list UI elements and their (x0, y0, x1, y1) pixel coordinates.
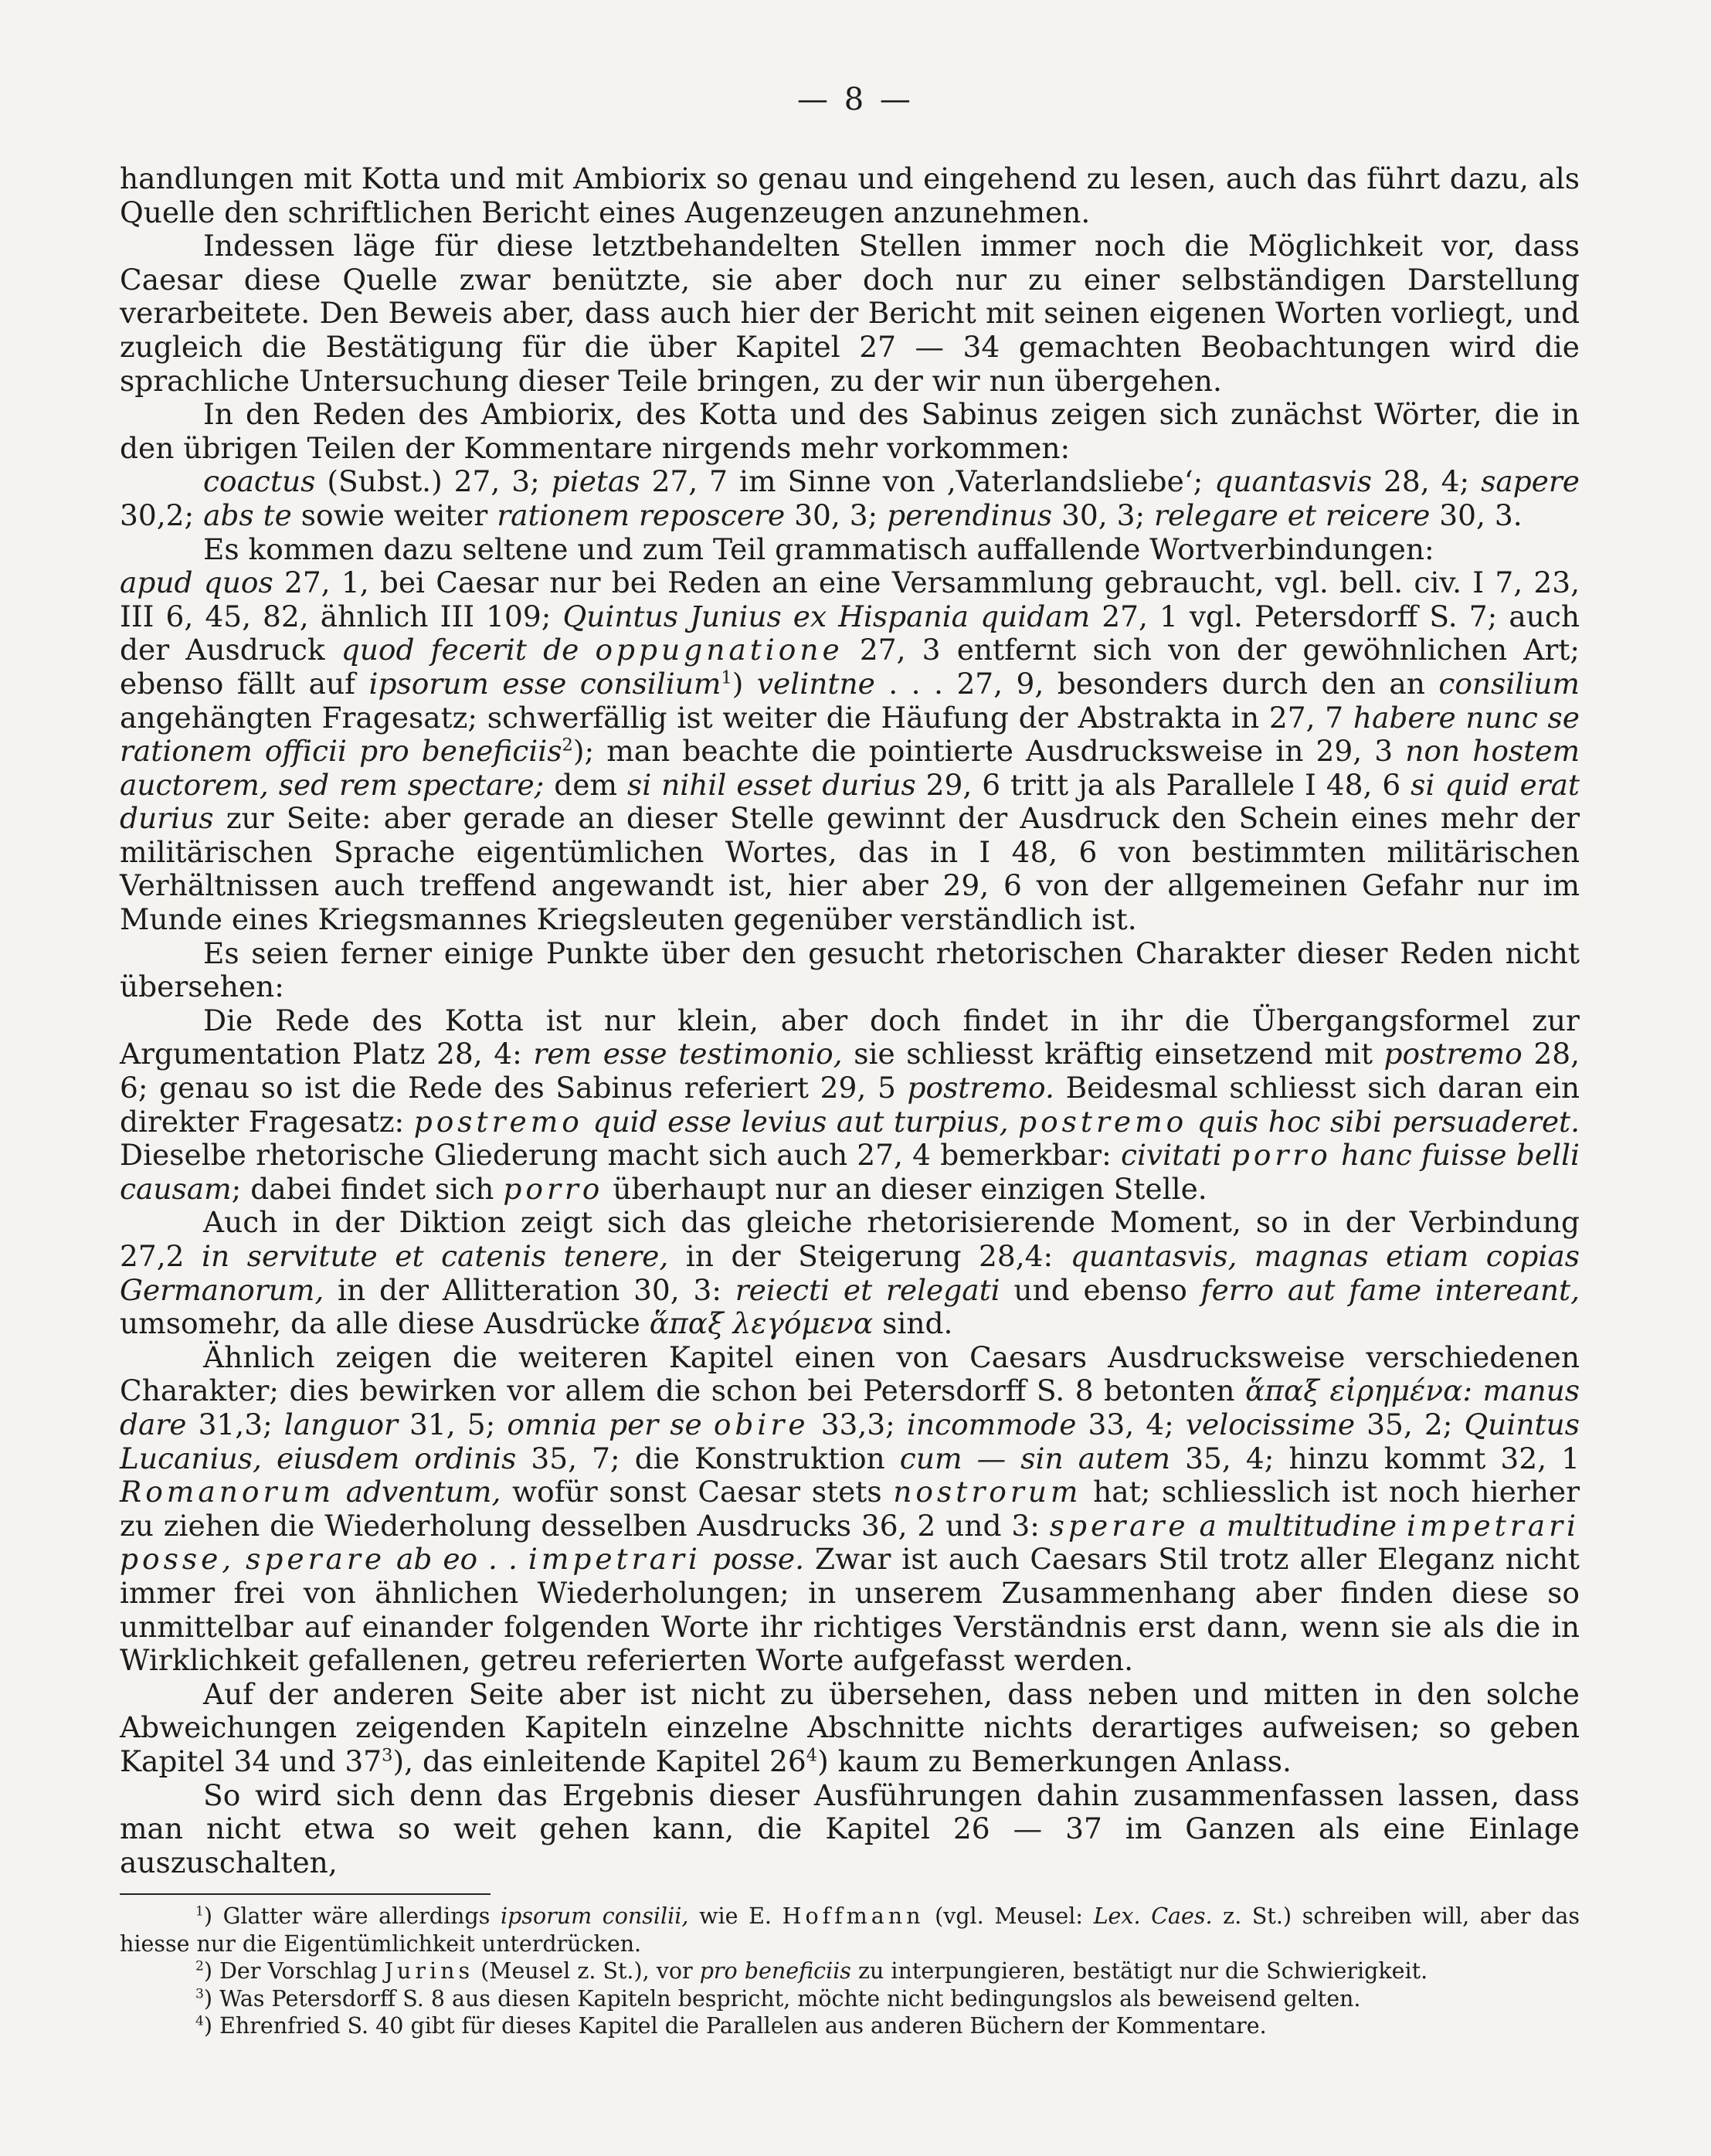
footnote (120, 1903, 1580, 1957)
italic-text: non hostem auctorem, sed rem spectare; (120, 734, 1580, 802)
footnote-marker: 1 (195, 1903, 204, 1920)
italic-text: civitati (1120, 1138, 1231, 1173)
spaced-italic-text: impetrari (528, 1542, 701, 1577)
italic-text: hanc fuisse belli causam (120, 1138, 1580, 1206)
paragraph (120, 398, 1580, 465)
text-run: Beidesmal schliesst sich daran ein direkter Fragesatz: (120, 1071, 1580, 1139)
italic-text: postremo (1383, 1037, 1523, 1071)
text-run: Zwar ist auch Caesars Stil trotz aller Eleganz nicht immer frei von ähnlichen Wiederholungen; in unserem Zusammenhang aber finden diese so unmittelbar auf einander folgenden Worte ihr richtiges Verständnis erst dann, wenn sie als die in Wirklichkeit gefallenen, getreu referierten Worte aufgefasst werden. (120, 1542, 1580, 1678)
footnote-marker: 3 (382, 1745, 393, 1766)
italic-text: habere nunc se rationem officii pro beneficiis (120, 700, 1580, 769)
italic-text: Lex. Caes. (1093, 1903, 1213, 1929)
text-run: ) Glatter wäre allerdings (203, 1903, 501, 1929)
spaced-italic-text: postremo (1018, 1104, 1188, 1139)
text-run: sind. (873, 1306, 953, 1341)
italic-text: pietas (551, 464, 640, 499)
spaced-italic-text: oppugnatione (595, 633, 844, 667)
text-run: Indessen läge für diese letztbehandelten Stellen immer noch die Möglichkeit vor, dass Caesar diese Quelle zwar benützte, sie aber doch nur zu einer selbständigen Darstellung verarbeitete. Den Beweis aber, dass auch hier der Bericht mit seinen eigenen Worten vorliegt, und zugleich die Bestätigung für die über Kapitel 27 — 34 gemachten Beobachtungen wird die sprachliche Untersuchung dieser Teile bringen, zu der wir nun übergehen. (120, 229, 1580, 398)
text-run: ) Der Vorschlag (203, 1958, 385, 1984)
italic-text: reiecti et relegati (735, 1272, 1000, 1307)
italic-text: Quintus Junius ex Hispania quidam (562, 599, 1091, 633)
text-run: Dieselbe rhetorische Gliederung macht sich auch 27, 4 bemerkbar: (120, 1138, 1121, 1173)
paragraph (120, 1341, 1580, 1678)
text-run: 30,2; (120, 497, 204, 532)
paragraph (120, 162, 1580, 229)
spaced-name: Hoffmann (782, 1903, 925, 1929)
text-run: Auch in der Diktion zeigt sich das gleiche rhetorisierende Moment, so in der Verbindung 27,2 (120, 1205, 1580, 1273)
text-run: 30, 3; (1052, 497, 1155, 532)
text-run: dem (544, 767, 627, 802)
text-run: 28, 4; (1372, 464, 1482, 499)
italic-text: abs te (203, 497, 292, 532)
body-text (120, 162, 1580, 1879)
text-run: Auf der anderen Seite aber ist nicht zu übersehen, dass neben und mitten in den solche Abweichungen zeigenden Kapiteln einzelne Abschnitte nichts derartiges aufweisen; so geben Kapitel 34 und 37 (120, 1676, 1580, 1778)
text-run: 33,3; (809, 1407, 907, 1441)
italic-text: posse. (701, 1542, 805, 1577)
paragraph (120, 566, 1580, 937)
italic-text: consilium (1438, 666, 1580, 701)
italic-text: incommode (906, 1407, 1077, 1441)
italic-text: Quintus Lucanius, eiusdem ordinis (120, 1407, 1580, 1475)
footnote (120, 2012, 1580, 2040)
paragraph (120, 1678, 1580, 1779)
italic-text: si nihil esset durius (626, 767, 916, 802)
footnotes (120, 1903, 1580, 2040)
italic-text: quid esse levius aut turpius, (592, 1104, 1009, 1139)
text-run: Ähnlich zeigen die weiteren Kapitel einen von Caesars Ausdrucksweise verschiedenen Charakter; dies bewirken vor allem die schon bei Petersdorff S. 8 betonten (120, 1339, 1580, 1408)
text-run: handlungen mit Kotta und mit Ambiorix so genau und eingehend zu lesen, auch das führt dazu, als Quelle den schriftlichen Bericht eines Augenzeugen anzunehmen. (120, 161, 1580, 229)
italic-text: postremo. (907, 1071, 1054, 1105)
text-run: überhaupt nur an dieser einzigen Stelle. (603, 1171, 1207, 1206)
italic-text: ἅπαξ λεγόμενα (649, 1306, 874, 1341)
italic-text: adventum, (334, 1475, 501, 1509)
italic-text: ipsorum consilii, (501, 1903, 689, 1929)
paragraph (120, 937, 1580, 1004)
text-run: umsomehr, da alle diese Ausdrücke (120, 1306, 650, 1341)
italic-text: coactus (203, 464, 316, 499)
text-run: Die Rede des Kotta ist nur klein, aber doch findet in ihr die Übergangsformel zur Argumentation Platz 28, 4: (120, 1003, 1580, 1071)
text-run: z. St.) schreiben will, aber das hiesse nur die Eigentümlichkeit unterdrücken. (120, 1903, 1580, 1957)
spaced-italic-text: sperare (246, 1542, 386, 1577)
text-run: 31,3; (186, 1407, 284, 1441)
text-run: in der Allitteration 30, 3: (324, 1272, 735, 1307)
text-run (583, 1105, 593, 1139)
text-run (1009, 1105, 1019, 1139)
italic-text: si quid erat durius (120, 767, 1580, 836)
italic-text: perendinus (887, 497, 1053, 532)
text-run: ), das einleitende Kapitel 26 (392, 1743, 806, 1778)
italic-text: ἅπαξ εἰρημένα: manus dare (120, 1373, 1580, 1441)
italic-text: languor (283, 1407, 398, 1441)
italic-text: quod fecerit de (341, 633, 596, 667)
text-run: 27, 7 im Sinne von ‚Vaterlandsliebe‘; (640, 464, 1215, 499)
text-run: (vgl. Meusel: (924, 1903, 1094, 1929)
spaced-italic-text: Romanorum (120, 1475, 335, 1509)
paragraph (120, 1004, 1580, 1207)
text-run: 29, 6 tritt ja als Parallele I 48, 6 (915, 767, 1411, 802)
spaced-italic-text: postremo (413, 1104, 583, 1139)
text-run: wofür sonst Caesar stets (501, 1475, 894, 1509)
italic-text: omnia per se (507, 1407, 714, 1441)
text-run: So wird sich denn das Ergebnis dieser Ausführungen dahin zusammenfassen lassen, dass man nicht etwa so weit gehen kann, die Kapitel 26 — 37 im Ganzen als eine Einlage auszuschalten, (120, 1777, 1580, 1879)
footnote (120, 1957, 1580, 1985)
italic-text: apud quos (120, 565, 273, 600)
footnote-marker: 4 (195, 2013, 204, 2029)
italic-text: a multitudine (1189, 1508, 1407, 1543)
spaced-italic-text: obire (713, 1407, 810, 1441)
footnote-marker: 3 (195, 1986, 204, 2002)
text-run: und ebenso (1000, 1272, 1201, 1307)
footnote-marker: 2 (195, 1958, 204, 1974)
text-run: ); man beachte die pointierte Ausdrucksweise in 29, 3 (572, 734, 1406, 769)
text-run: 28, 6; genau so ist die Rede des Sabinus referiert 29, 5 (120, 1037, 1580, 1105)
text-run: Es kommen dazu seltene und zum Teil grammatisch auffallende Wortverbindungen: (203, 531, 1434, 566)
text-run: wie E. (688, 1903, 783, 1929)
italic-text: quantasvis (1214, 464, 1373, 499)
paragraph (120, 229, 1580, 398)
text-run: 30, 3. (1430, 497, 1523, 532)
italic-text: pro beneficiis (699, 1958, 851, 1984)
italic-text: ab eo . . (385, 1542, 528, 1577)
italic-text: quantasvis, magnas etiam copias Germanorum, (120, 1239, 1580, 1307)
italic-text: relegare et reicere (1154, 497, 1431, 532)
text-run: ) Ehrenfried S. 40 gibt für dieses Kapitel die Parallelen aus anderen Büchern der Kommentare. (203, 2013, 1267, 2039)
text-run: ; dabei findet sich (231, 1171, 504, 1206)
spaced-italic-text: porro (1231, 1138, 1332, 1173)
text-run: (Subst.) 27, 3; (315, 464, 552, 499)
text-run: sowie weiter (291, 497, 497, 532)
text-run: . . . 27, 9, besonders durch den an (874, 666, 1439, 701)
italic-text: cum — sin autem (899, 1441, 1171, 1475)
italic-text: velocissime (1185, 1407, 1356, 1441)
text-run: ) (732, 666, 757, 701)
italic-text: velintne (756, 666, 875, 701)
spaced-italic-text: porro (503, 1171, 604, 1206)
paragraph (120, 1206, 1580, 1340)
text-run (1187, 1105, 1197, 1139)
italic-text: sapere (1481, 464, 1580, 499)
text-run: angehängten Fragesatz; schwerfällig ist weiter die Häufung der Abstrakta in 27, 7 (120, 700, 1353, 735)
footnote (120, 1985, 1580, 2013)
italic-text: in servitute et catenis tenere, (202, 1239, 669, 1273)
text-run: 30, 3; (785, 497, 888, 532)
footnote-marker: 1 (721, 667, 732, 688)
text-run: 27, 3 entfernt sich von der gewöhnlichen Art; ebenso fällt auf (120, 633, 1580, 701)
text-run: (Meusel z. St.), vor (474, 1958, 700, 1984)
text-run: hat; schliesslich ist noch hierher zu ziehen die Wiederholung desselben Ausdrucks 36, 2 und 3: (120, 1475, 1580, 1543)
footnote-separator (120, 1893, 491, 1895)
italic-text: quis hoc sibi persuaderet. (1197, 1104, 1580, 1139)
text-run: 31, 5; (397, 1407, 508, 1441)
text-run: In den Reden des Ambiorix, des Kotta und des Sabinus zeigen sich zunächst Wörter, die in den übrigen Teilen der Kommentare nirgends mehr vorkommen: (120, 397, 1580, 465)
italic-text: rationem reposcere (497, 497, 786, 532)
spaced-italic-text: sperare (1049, 1508, 1190, 1543)
paragraph (120, 533, 1580, 567)
spaced-name: Jurins (384, 1958, 474, 1984)
paragraph (120, 1779, 1580, 1880)
italic-text: ipsorum esse consilium (368, 666, 721, 701)
italic-text: rem esse testimonio, (533, 1037, 843, 1071)
footnote-marker: 2 (562, 735, 573, 755)
spaced-italic-text: nostrorum (893, 1475, 1082, 1509)
spaced-italic-text: impetrari posse, (120, 1508, 1580, 1577)
text-run: Es seien ferner einige Punkte über den gesucht rhetorischen Charakter dieser Reden nicht übersehen: (120, 935, 1580, 1004)
text-run: zur Seite: aber gerade an dieser Stelle gewinnt der Ausdruck den Schein eines mehr der militärischen Sprache eigentümlichen Wortes, das in I 48, 6 von bestimmten militärischen Verhältnissen auch treffend angewandt ist, hier aber 29, 6 von der allgemeinen Gefahr nur im Munde eines Kriegsmannes Kriegsleuten gegenüber verständlich ist. (120, 801, 1580, 937)
text-run: 27, 1, bei Caesar nur bei Reden an eine Versammlung gebraucht, vgl. bell. civ. I 7, 23, III 6, 45, 82, ähnlich III 109; (120, 565, 1580, 633)
text-run: 35, 4; hinzu kommt 32, 1 (1170, 1441, 1580, 1475)
paragraph (120, 465, 1580, 532)
page-number: — 8 — (797, 82, 914, 117)
text-run: 27, 1 vgl. Petersdorff S. 7; auch der Ausdruck (120, 599, 1580, 667)
text-run: in der Steigerung 28,4: (668, 1239, 1071, 1273)
text-run: 35, 7; die Konstruktion (516, 1441, 900, 1475)
italic-text: ferro aut fame intereant, (1200, 1272, 1580, 1307)
text-run: ) Was Petersdorff S. 8 aus diesen Kapiteln bespricht, möchte nicht bedingungslos als beweisend gelten. (203, 1985, 1361, 2012)
text-run: 33, 4; (1076, 1407, 1186, 1441)
text-run (235, 1542, 246, 1576)
footnote-marker: 4 (806, 1745, 818, 1766)
text-run: sie schliesst kräftig einsetzend mit (842, 1037, 1384, 1071)
text-run: ) kaum zu Bemerkungen Anlass. (817, 1743, 1292, 1778)
text-run: 35, 2; (1355, 1407, 1465, 1441)
text-run: zu interpungieren, bestätigt nur die Schwierigkeit. (850, 1958, 1428, 1984)
